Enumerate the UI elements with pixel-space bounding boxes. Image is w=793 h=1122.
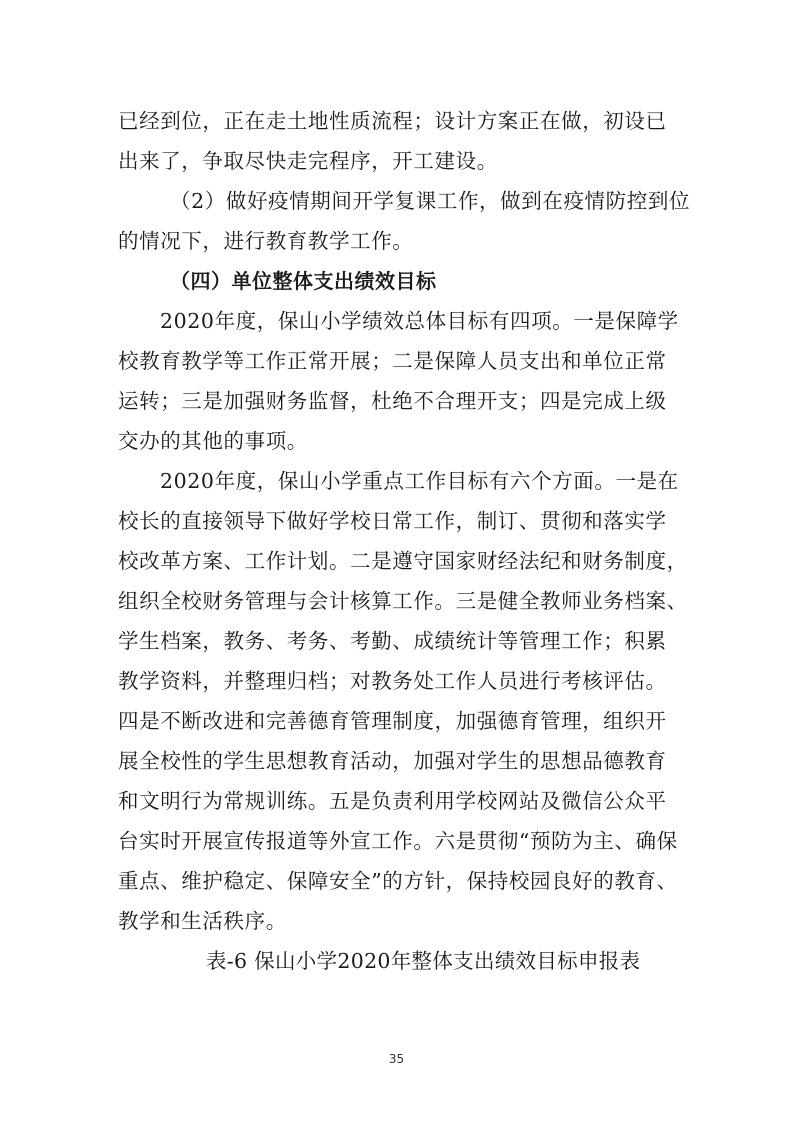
page-number: 35 <box>388 1052 405 1066</box>
text-line: 组织全校财务管理与会计核算工作。三是健全教师业务档案、 <box>118 589 688 613</box>
paragraph-epidemic-work <box>118 181 691 261</box>
text-line: 校教育教学等工作正常开展；二是保障人员支出和单位正常 <box>118 349 667 373</box>
text-line: 2020年度，保山小学重点工作目标有六个方面。一是在 <box>160 469 679 493</box>
text-line: 2020年度，保山小学绩效总体目标有四项。一是保障学 <box>160 309 679 333</box>
text-line: 校长的直接领导下做好学校日常工作，制订、贯彻和落实学 <box>118 509 667 533</box>
paragraph-continuation <box>118 101 678 181</box>
document-body <box>118 101 691 981</box>
text-line: （2）做好疫情期间开学复课工作，做到在疫情防控到位 <box>170 189 691 213</box>
text-line: 运转；三是加强财务监督，杜绝不合理开支；四是完成上级 <box>118 389 667 413</box>
text-line: 教学资料，并整理归档；对教务处工作人员进行考核评估。 <box>118 669 667 693</box>
text-line: 展全校性的学生思想教育活动，加强对学生的思想品德教育 <box>118 749 667 773</box>
text-line: 的情况下，进行教育教学工作。 <box>118 229 414 253</box>
text-line: 和文明行为常规训练。五是负责利用学校网站及微信公众平 <box>118 789 667 813</box>
paragraph-overall-goals <box>118 301 678 461</box>
text-line: 四是不断改进和完善德育管理制度，加强德育管理，组织开 <box>118 709 667 733</box>
text-line: 已经到位，正在走土地性质流程；设计方案正在做，初设已 <box>118 109 667 133</box>
paragraph-key-work-goals <box>118 461 688 941</box>
table-caption: 表-6 保山小学2020年整体支出绩效目标申报表 <box>206 949 641 973</box>
text-line: 台实时开展宣传报道等外宣工作。六是贯彻“预防为主、确保 <box>118 829 678 853</box>
text-line: 学生档案，教务、考务、考勤、成绩统计等管理工作；积累 <box>118 629 667 653</box>
text-line: 交办的其他的事项。 <box>118 429 308 453</box>
text-line: 重点、维护稳定、保障安全”的方针，保持校园良好的教育、 <box>118 869 678 893</box>
section-heading: （四）单位整体支出绩效目标 <box>170 269 437 293</box>
text-line: 教学和生活秩序。 <box>118 909 287 933</box>
text-line: 校改革方案、工作计划。二是遵守国家财经法纪和财务制度， <box>118 549 688 573</box>
text-line: 出来了，争取尽快走完程序，开工建设。 <box>118 149 498 173</box>
